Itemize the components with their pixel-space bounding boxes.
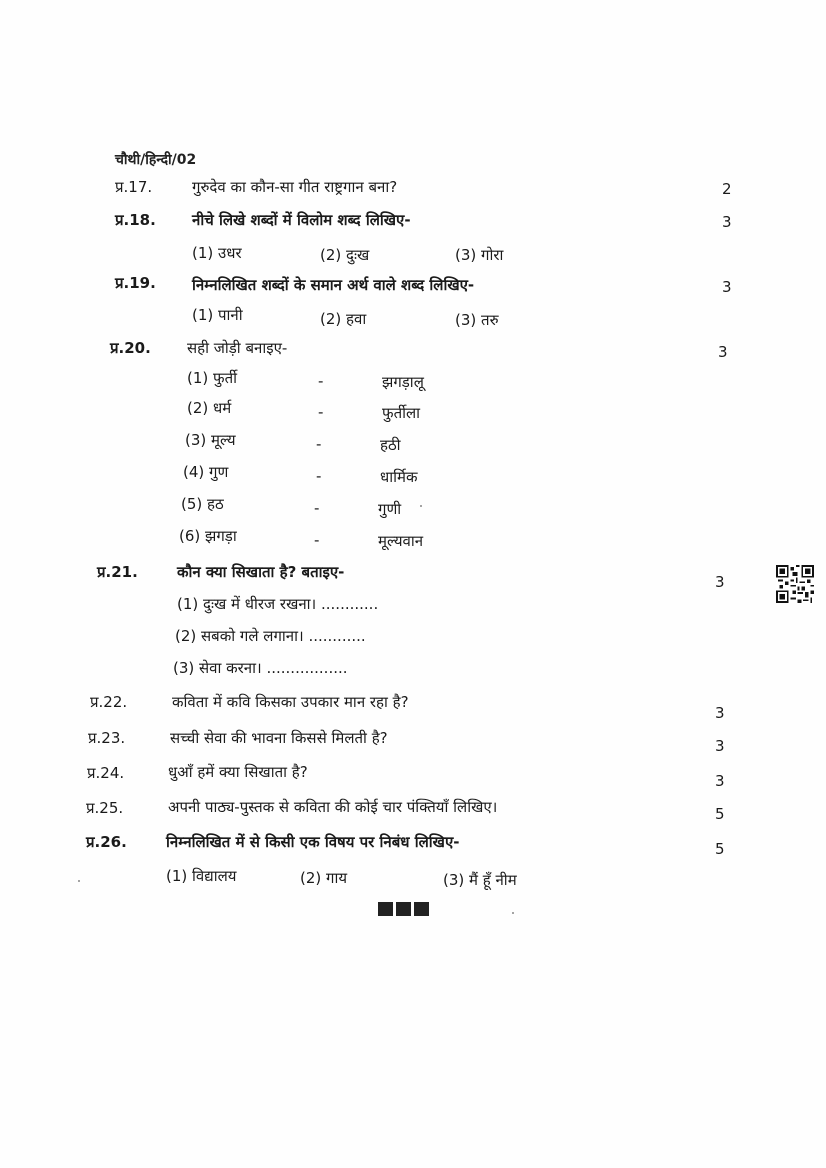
question-text: गुरुदेव का कौन-सा गीत राष्ट्रगान बना? <box>192 178 398 196</box>
end-block <box>414 902 429 916</box>
pair-dash: - <box>316 467 322 485</box>
option: (2) सबको गले लगाना। ............ <box>175 627 366 645</box>
pair-left: (2) धर्म <box>187 399 232 417</box>
pair-right: गुणी <box>378 500 402 518</box>
option: (3) गोरा <box>455 246 504 264</box>
question-marks: 3 <box>718 343 728 361</box>
option: (2) हवा <box>320 310 367 328</box>
qr-code-icon <box>776 565 814 603</box>
end-of-paper-marker <box>378 902 429 916</box>
scan-speck <box>512 912 514 914</box>
question-number: प्र.22. <box>90 693 128 711</box>
pair-left: (4) गुण <box>183 463 229 481</box>
option: (1) विद्यालय <box>166 867 237 885</box>
option: (1) पानी <box>192 306 243 324</box>
question-text: धुआँ हमें क्या सिखाता है? <box>168 763 308 781</box>
scan-speck <box>420 505 422 507</box>
question-number: प्र.17. <box>115 178 153 196</box>
end-block <box>396 902 411 916</box>
question-marks: 3 <box>722 278 732 296</box>
question-marks: 5 <box>715 840 725 858</box>
question-text: अपनी पाठ्य-पुस्तक से कविता की कोई चार पंक्तियाँ लिखिए। <box>168 798 498 816</box>
question-number: प्र.25. <box>86 799 124 817</box>
pair-dash: - <box>318 372 324 390</box>
question-marks: 2 <box>722 180 732 198</box>
question-marks: 3 <box>715 573 725 591</box>
question-marks: 3 <box>715 772 725 790</box>
option: (2) गाय <box>300 869 348 887</box>
question-number: प्र.21. <box>97 563 138 581</box>
question-text: नीचे लिखे शब्दों में विलोम शब्द लिखिए- <box>192 211 411 229</box>
option: (1) उधर <box>192 244 242 262</box>
question-number: प्र.19. <box>115 274 156 292</box>
question-text: निम्नलिखित शब्दों के समान अर्थ वाले शब्द लिखिए- <box>192 276 475 294</box>
question-number: प्र.26. <box>86 833 127 851</box>
question-number: प्र.20. <box>110 339 151 357</box>
question-text: निम्नलिखित में से किसी एक विषय पर निबंध लिखिए- <box>166 833 460 851</box>
question-text: कविता में कवि किसका उपकार मान रहा है? <box>172 693 409 711</box>
pair-right: हठी <box>380 436 401 454</box>
pair-dash: - <box>318 403 324 421</box>
pair-left: (1) फुर्ती <box>187 369 238 387</box>
question-text: सच्ची सेवा की भावना किससे मिलती है? <box>170 729 388 747</box>
question-number: प्र.24. <box>87 764 125 782</box>
scan-speck <box>78 880 80 882</box>
pair-right: झगड़ालू <box>382 373 424 391</box>
option: (3) सेवा करना। ................. <box>173 659 348 677</box>
pair-dash: - <box>314 531 320 549</box>
pair-dash: - <box>314 499 320 517</box>
question-text: कौन क्या सिखाता है? बताइए- <box>177 563 345 581</box>
end-block <box>378 902 393 916</box>
pair-left: (3) मूल्य <box>185 431 236 449</box>
pair-right: मूल्यवान <box>378 532 424 550</box>
question-marks: 5 <box>715 805 725 823</box>
option: (3) मैं हूँ नीम <box>443 871 517 889</box>
question-marks: 3 <box>715 704 725 722</box>
option: (1) दुःख में धीरज रखना। ............ <box>177 595 379 613</box>
paper-code: चौथी/हिन्दी/02 <box>115 152 197 168</box>
pair-right: फुर्तीला <box>382 404 421 422</box>
question-marks: 3 <box>715 737 725 755</box>
option: (3) तरु <box>455 311 499 329</box>
question-text: सही जोड़ी बनाइए- <box>187 339 288 357</box>
question-number: प्र.23. <box>88 729 126 747</box>
question-marks: 3 <box>722 213 732 231</box>
pair-dash: - <box>316 435 322 453</box>
option: (2) दुःख <box>320 246 370 264</box>
question-number: प्र.18. <box>115 211 156 229</box>
pair-left: (5) हठ <box>181 495 224 513</box>
pair-right: धार्मिक <box>380 468 418 486</box>
pair-left: (6) झगड़ा <box>179 527 237 545</box>
